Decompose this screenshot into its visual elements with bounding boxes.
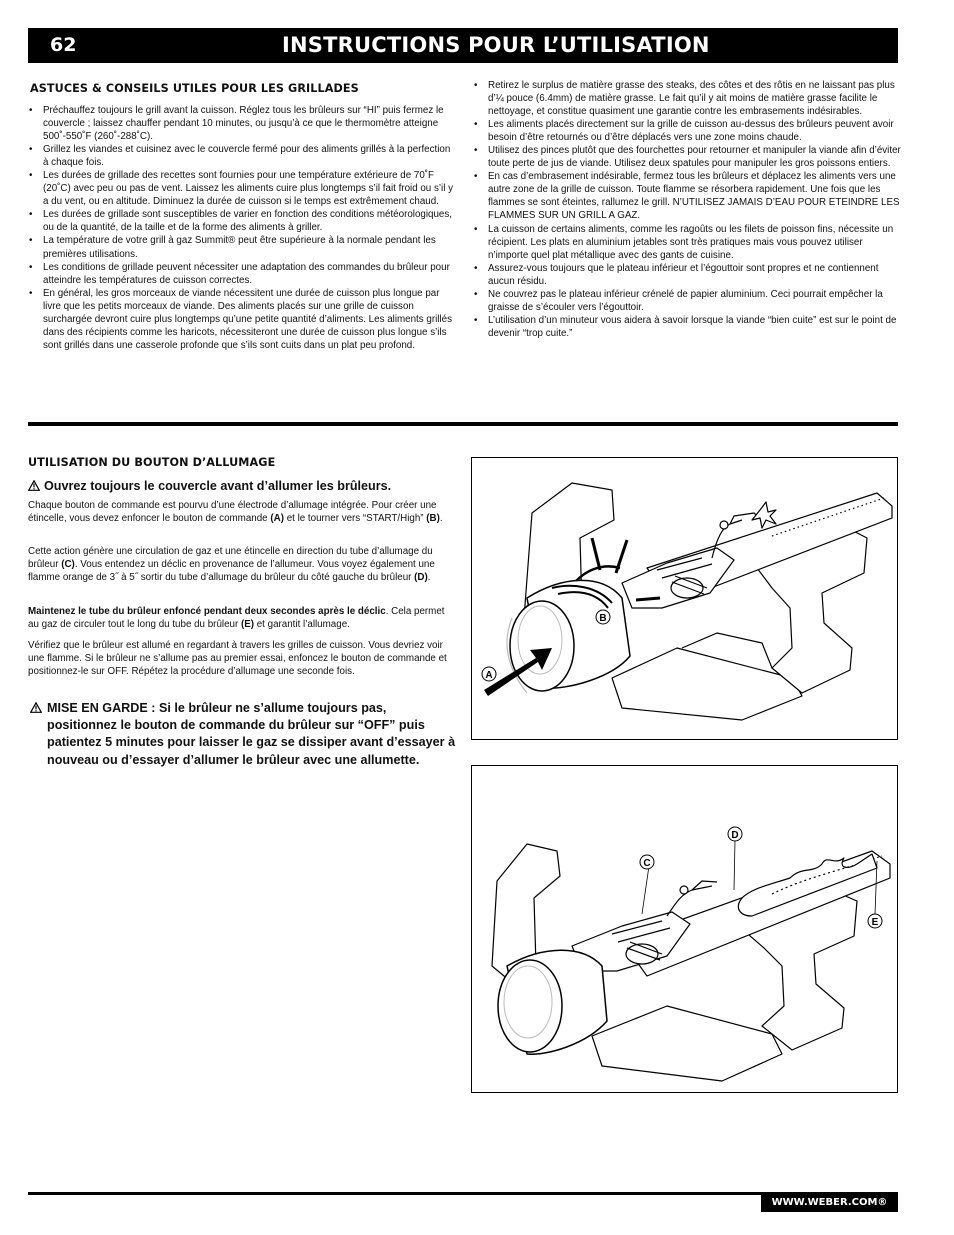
p1-text-a: Chaque bouton de commande est pourvu d’une électrode d’allumage intégrée. Pour créer une étincelle, vous devez enfoncer le bouton de commande bbox=[28, 500, 437, 524]
callout-d bbox=[728, 827, 742, 841]
callout-c bbox=[640, 855, 654, 869]
footer-url: WWW.WEBER.COM® bbox=[761, 1194, 898, 1212]
ignition-figure-top bbox=[471, 457, 898, 740]
tip-item: • Préchauffez toujours le grill avant la cuisson. Réglez tous les brûleurs sur “HI” puis fermez le couvercle ; laissez chauffer pendant 10 minutes, ou jusqu’à ce que le thermomètre atteigne 500˚-550˚F (260˚-288˚C). bbox=[28, 104, 458, 143]
ignition-heading: UTILISATION DU BOUTON D’ALLUMAGE bbox=[28, 456, 276, 469]
figure-label-d: D bbox=[731, 830, 739, 841]
tip-item: • Grillez les viandes et cuisinez avec le couvercle fermé pour des aliments grillés à la perfection à chaque fois. bbox=[28, 143, 458, 169]
big-warning-text: MISE EN GARDE : Si le brûleur ne s’allume toujours pas, positionnez le bouton de commande du brûleur sur “OFF” puis patientez 5 minutes pour laisser le gaz se dissiper avant d’essayer à nouveau ou d’essayer d’allumer le brûleur avec une allumette. bbox=[47, 701, 456, 767]
page-title: INSTRUCTIONS POUR L’UTILISATION bbox=[282, 33, 710, 57]
warning-triangle-icon bbox=[30, 702, 42, 713]
p1-text-e: . bbox=[439, 512, 443, 524]
ignition-paragraph-1 bbox=[28, 500, 456, 526]
tip-item: • Retirez le surplus de matière grasse des steaks, des côtes et des rôtis en ne laissant pas plus d’¼ pouce (6.4mm) de matière grasse. Le fait qu’il y ait moins de matière grasse facilite le nettoyage, et constitue quasiment une garantie contre les embrasements indésirables. bbox=[473, 79, 901, 118]
tip-item: • Les durées de grillade sont susceptibles de varier en fonction des conditions météorologiques, ou de la quantité, de la taille et de la forme des aliments à griller. bbox=[28, 208, 458, 234]
figure-label-e: E bbox=[871, 917, 879, 928]
callout-e bbox=[868, 914, 882, 928]
tip-item: • L’utilisation d’un minuteur vous aidera à savoir lorsque la viande “bien cuite” est sur le point de devenir “trop cuite.” bbox=[473, 314, 901, 340]
ignition-figure-bottom bbox=[471, 765, 898, 1093]
tip-item: • La cuisson de certains aliments, comme les ragoûts ou les filets de poisson fins, nécessite un récipient. Les plats en aluminium jetables sont très pratiques mais vous pouvez utiliser n’importe quel plat métallique avec des gants de cuisine. bbox=[473, 223, 901, 262]
ignition-paragraph-3 bbox=[28, 606, 456, 632]
header-bar bbox=[28, 28, 898, 63]
tip-item: • Les conditions de grillade peuvent nécessiter une adaptation des commandes du brûleur pour atteindre les températures de cuisson correctes. bbox=[28, 261, 458, 287]
ignition-paragraph-4: Vérifiez que le brûleur est allumé en regardant à travers les grilles de cuisson. Vous devriez voir une flamme. Si le brûleur ne s’allume pas au premier essai, enfoncez le bouton de commande et positionnez-le sur OFF. Répétez la procédure d’allumage une seconde fois. bbox=[28, 640, 447, 677]
p3-ref-e: (E) bbox=[240, 618, 255, 630]
p2-text-c: . Vous entendez un déclic en provenance de l’allumeur. Vous voyez également une flamme orange de 3˝ à 5˝ sortir du tube d’allumage du brûleur du côté gauche du brûleur bbox=[28, 558, 435, 583]
burner-flame-illustration bbox=[472, 766, 896, 1091]
p1-ref-b: (B) bbox=[426, 512, 440, 524]
tips-left-list bbox=[28, 104, 458, 352]
tips-heading: ASTUCES & CONSEILS UTILES POUR LES GRILLADES bbox=[30, 82, 359, 95]
p2-text-e: . bbox=[427, 571, 431, 583]
tip-item: • En général, les gros morceaux de viande nécessitent une durée de cuisson plus longue par livre que les petits morceaux de viande. Des aliments placés sur une grille de cuisson surchargée devront cuire plus longtemps qu’une petite quantité d’aliments. Les aliments grillés dans des récipients comme les haricots, nécessiteront une durée de cuisson plus longue s’ils sont grillés dans une casserole profonde que s’ils sont cuits dans un plat peu profond. bbox=[28, 287, 458, 352]
p1-ref-a: (A) bbox=[270, 512, 284, 524]
tips-right-list bbox=[473, 79, 901, 340]
p3-text-c: et garantit l’allumage. bbox=[254, 618, 350, 630]
callout-a bbox=[482, 667, 496, 681]
tip-item: • La température de votre grill à gaz Summit® peut être supérieure à la normale pendant les premières utilisations. bbox=[28, 234, 458, 260]
lid-warning-text: Ouvrez toujours le couvercle avant d’allumer les brûleurs. bbox=[44, 479, 392, 493]
tip-item: • Les durées de grillade des recettes sont fournies pour une température extérieure de 70˚F (20˚C) avec peu ou pas de vent. Laissez les aliments cuire plus longtemps s’il fait froid ou s’il y a du vent, ou en altitude. Diminuez la durée de cuisson si le temps est extrêmement chaud. bbox=[28, 169, 458, 208]
tip-item: • En cas d’embrasement indésirable, fermez tous les brûleurs et déplacez les aliments vers une autre zone de la grille de cuisson. Toute flamme se résorbera rapidement. Une fois que les flammes se sont éteintes, rallumez le grill. N’UTILISEZ JAMAIS D’EAU POUR ETEINDRE LES FLAMMES SUR UN GRILL A GAZ. bbox=[473, 170, 901, 222]
big-warning bbox=[28, 700, 458, 769]
callout-b bbox=[596, 610, 610, 624]
tip-item: • Les aliments placés directement sur la grille de cuisson au-dessus des brûleurs peuvent avoir besoin d’être retournés ou d’être déplacés vers une zone moins chaude. bbox=[473, 118, 901, 144]
p2-ref-d: (D) bbox=[414, 571, 428, 583]
lid-warning bbox=[28, 478, 391, 495]
tip-item: • Assurez-vous toujours que le plateau inférieur et l’égouttoir sont propres et ne contiennent aucun résidu. bbox=[473, 262, 901, 288]
figure-label-c: C bbox=[643, 858, 651, 869]
tip-item: • Ne couvrez pas le plateau inférieur crénelé de papier aluminium. Ceci pourrait empêcher la graisse de s’écouler vers l’égouttoir. bbox=[473, 288, 901, 314]
ignition-paragraph-2 bbox=[28, 546, 456, 585]
p2-ref-c: (C) bbox=[61, 558, 75, 570]
page-number: 62 bbox=[50, 34, 77, 56]
p3-bold: Maintenez le tube du brûleur enfoncé pendant deux secondes après le déclic bbox=[28, 606, 386, 617]
figure-label-a: A bbox=[485, 670, 493, 681]
figure-label-b: B bbox=[599, 613, 607, 624]
p3-text-a: . Cela permet au gaz de circuler tout le long du tube du brûleur bbox=[28, 606, 445, 630]
section-divider bbox=[28, 422, 898, 426]
tip-item: • Utilisez des pinces plutôt que des fourchettes pour retourner et manipuler la viande afin d’éviter toute perte de jus de viande. Utilisez deux spatules pour manipuler les gros poissons entiers. bbox=[473, 144, 901, 170]
p2-text-a: Cette action génère une circulation de gaz et une étincelle en direction du tube d’allumage du brûleur bbox=[28, 546, 433, 570]
warning-triangle-icon bbox=[28, 480, 40, 491]
burner-knob-illustration bbox=[472, 458, 896, 738]
p1-text-c: et le tourner vers “START/High” bbox=[283, 512, 427, 524]
